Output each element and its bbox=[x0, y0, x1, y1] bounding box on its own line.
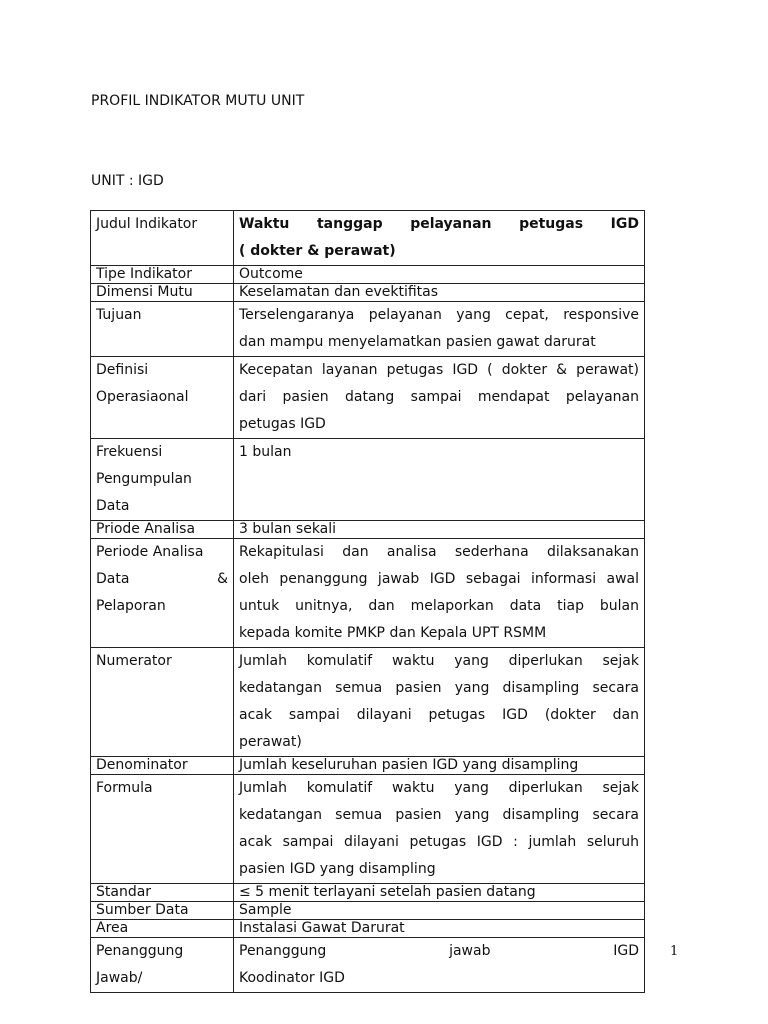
row-value-line: perawat) bbox=[239, 734, 302, 750]
row-label-line: Dimensi Mutu bbox=[96, 284, 193, 300]
document-title: PROFIL INDIKATOR MUTU UNIT bbox=[91, 93, 305, 109]
row-value-line: Instalasi Gawat Darurat bbox=[239, 920, 405, 936]
row-label-line: Priode Analisa bbox=[96, 521, 196, 537]
row-value-line: kedatangan semua pasien yang disampling secara bbox=[239, 807, 639, 823]
row-label bbox=[91, 648, 234, 757]
indicator-profile-table bbox=[90, 210, 645, 993]
row-value bbox=[234, 211, 645, 266]
row-label-line: Tujuan bbox=[96, 307, 142, 323]
row-value-line: oleh penanggung jawab IGD sebagai informasi awal bbox=[239, 571, 639, 587]
row-label bbox=[91, 357, 234, 439]
row-value-line: Terselengaranya pelayanan yang cepat, responsive bbox=[239, 307, 639, 323]
row-value bbox=[234, 539, 645, 648]
table-row bbox=[91, 357, 645, 439]
row-label-line: Jawab/ bbox=[96, 970, 143, 986]
row-label bbox=[91, 938, 234, 993]
page-number: 1 bbox=[670, 944, 679, 959]
row-label bbox=[91, 439, 234, 521]
row-value-line: Jumlah keseluruhan pasien IGD yang disampling bbox=[239, 757, 579, 773]
row-value bbox=[234, 757, 645, 775]
row-value bbox=[234, 357, 645, 439]
row-label-line: Area bbox=[96, 920, 129, 936]
row-label-line: Sumber Data bbox=[96, 902, 189, 918]
row-value-line: 3 bulan sekali bbox=[239, 521, 337, 537]
row-value-line: untuk unitnya, dan melaporkan data tiap bulan bbox=[239, 598, 639, 614]
row-value-line: Kecepatan layanan petugas IGD ( dokter & perawat) bbox=[239, 362, 639, 378]
row-value bbox=[234, 266, 645, 284]
row-value bbox=[234, 302, 645, 357]
row-value bbox=[234, 521, 645, 539]
row-label-line: Penanggung bbox=[96, 943, 184, 959]
row-value-line: Penanggung jawab IGD bbox=[239, 943, 639, 959]
table-row bbox=[91, 284, 645, 302]
row-label bbox=[91, 757, 234, 775]
row-label bbox=[91, 884, 234, 902]
row-value bbox=[234, 648, 645, 757]
row-value bbox=[234, 284, 645, 302]
row-value-line: 1 bulan bbox=[239, 444, 292, 460]
row-value bbox=[234, 775, 645, 884]
row-value-line: dan mampu menyelamatkan pasien gawat darurat bbox=[239, 334, 596, 350]
table-row bbox=[91, 920, 645, 938]
table-body bbox=[91, 211, 645, 993]
row-value bbox=[234, 920, 645, 938]
table-row bbox=[91, 757, 645, 775]
table-row bbox=[91, 938, 645, 993]
row-value-line: kedatangan semua pasien yang disampling secara bbox=[239, 680, 639, 696]
row-label-line: Standar bbox=[96, 884, 152, 900]
table-row bbox=[91, 539, 645, 648]
row-value-line: Jumlah komulatif waktu yang diperlukan sejak bbox=[239, 780, 639, 796]
row-value-line: Rekapitulasi dan analisa sederhana dilaksanakan bbox=[239, 544, 639, 560]
row-value-line: acak sampai dilayani petugas IGD (dokter dan bbox=[239, 707, 639, 723]
row-value-line: dari pasien datang sampai mendapat pelayanan bbox=[239, 389, 639, 405]
row-label bbox=[91, 539, 234, 648]
row-label bbox=[91, 284, 234, 302]
table-row bbox=[91, 884, 645, 902]
table-row bbox=[91, 775, 645, 884]
row-label-line: Definisi bbox=[96, 362, 149, 378]
row-value-line: pasien IGD yang disampling bbox=[239, 861, 436, 877]
row-label-line: Denominator bbox=[96, 757, 188, 773]
row-value-line: petugas IGD bbox=[239, 416, 326, 432]
table-row bbox=[91, 521, 645, 539]
row-value-line: Keselamatan dan evektifitas bbox=[239, 284, 439, 300]
row-label-line: Judul Indikator bbox=[96, 216, 198, 232]
row-value-line: Outcome bbox=[239, 266, 303, 282]
table-row bbox=[91, 902, 645, 920]
row-value bbox=[234, 439, 645, 521]
row-value bbox=[234, 884, 645, 902]
table-row bbox=[91, 648, 645, 757]
row-label-line: Data bbox=[96, 498, 130, 514]
row-value-line: Jumlah komulatif waktu yang diperlukan sejak bbox=[239, 653, 639, 669]
table-row bbox=[91, 302, 645, 357]
row-value-line: acak sampai dilayani petugas IGD : jumlah seluruh bbox=[239, 834, 639, 850]
row-label-line: Tipe Indikator bbox=[96, 266, 192, 282]
row-label-line: Periode Analisa bbox=[96, 544, 204, 560]
row-label bbox=[91, 211, 234, 266]
row-value-line: kepada komite PMKP dan Kepala UPT RSMM bbox=[239, 625, 547, 641]
row-value bbox=[234, 938, 645, 993]
row-label-line: Data & bbox=[96, 571, 228, 587]
row-value-line: ≤ 5 menit terlayani setelah pasien datang bbox=[239, 884, 536, 900]
row-value-line: Waktu tanggap pelayanan petugas IGD bbox=[239, 216, 639, 232]
table-row bbox=[91, 439, 645, 521]
row-value bbox=[234, 902, 645, 920]
row-label-line: Numerator bbox=[96, 653, 172, 669]
unit-label: UNIT : IGD bbox=[91, 173, 164, 189]
row-label-line: Pengumpulan bbox=[96, 471, 192, 487]
row-value-line: Sample bbox=[239, 902, 292, 918]
row-value-line: Koodinator IGD bbox=[239, 970, 345, 986]
row-label-line: Pelaporan bbox=[96, 598, 166, 614]
row-label-line: Formula bbox=[96, 780, 153, 796]
row-label-line: Frekuensi bbox=[96, 444, 163, 460]
row-label bbox=[91, 775, 234, 884]
row-label bbox=[91, 521, 234, 539]
row-label bbox=[91, 902, 234, 920]
row-value-line: ( dokter & perawat) bbox=[239, 243, 396, 259]
row-label-line: Operasiaonal bbox=[96, 389, 189, 405]
table-row bbox=[91, 211, 645, 266]
row-label bbox=[91, 266, 234, 284]
row-label bbox=[91, 302, 234, 357]
row-label bbox=[91, 920, 234, 938]
table-row bbox=[91, 266, 645, 284]
